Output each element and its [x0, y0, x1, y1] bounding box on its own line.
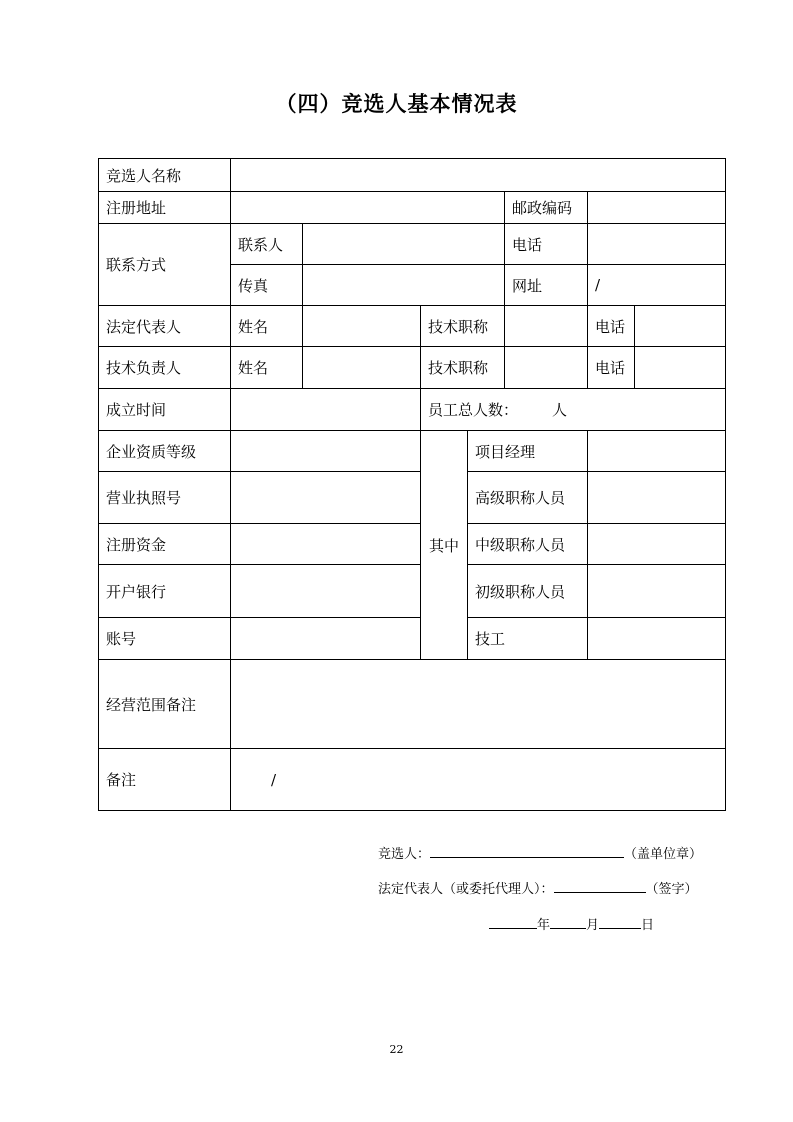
staff-total-label: 员工总人数： — [428, 401, 519, 419]
year-label: 年 — [537, 918, 551, 933]
bidder-name-label: 竞选人名称 — [99, 159, 231, 192]
pm-label: 项目经理 — [468, 431, 588, 472]
contact-person-value[interactable] — [303, 224, 505, 265]
qualification-value[interactable] — [231, 431, 421, 472]
among-label: 其中 — [421, 431, 468, 660]
address-label: 注册地址 — [99, 192, 231, 224]
table-row — [99, 524, 726, 565]
established-value[interactable] — [231, 389, 421, 431]
page-title: （四）竞选人基本情况表 — [275, 92, 518, 116]
remark-value[interactable]: / — [231, 749, 726, 811]
table-row — [99, 749, 726, 811]
phone-value[interactable] — [588, 224, 726, 265]
fax-label: 传真 — [231, 265, 303, 306]
legal-signature-label: 法定代表人（或委托代理人）： — [378, 882, 554, 897]
tech-lead-phone-value[interactable] — [635, 347, 726, 389]
established-label: 成立时间 — [99, 389, 231, 431]
account-value[interactable] — [231, 618, 421, 660]
table-row — [99, 660, 726, 749]
contact-person-label: 联系人 — [231, 224, 303, 265]
legal-rep-phone-label: 电话 — [588, 306, 635, 347]
contact-label: 联系方式 — [99, 224, 231, 306]
postcode-value[interactable] — [588, 192, 726, 224]
table-row — [99, 347, 726, 389]
website-label: 网址 — [505, 265, 588, 306]
capital-label: 注册资金 — [99, 524, 231, 565]
bank-label: 开户银行 — [99, 565, 231, 618]
bidder-signature-label: 竞选人： — [378, 847, 431, 862]
worker-value[interactable] — [588, 618, 726, 660]
table-row — [99, 431, 726, 472]
day-blank[interactable] — [599, 914, 641, 929]
legal-rep-phone-value[interactable] — [635, 306, 726, 347]
senior-value[interactable] — [588, 472, 726, 524]
page-number: 22 — [389, 1043, 404, 1056]
junior-label: 初级职称人员 — [468, 565, 588, 618]
table-row — [99, 565, 726, 618]
scope-label: 经营范围备注 — [99, 660, 231, 749]
fax-value[interactable] — [303, 265, 505, 306]
legal-rep-label: 法定代表人 — [99, 306, 231, 347]
tech-lead-name-value[interactable] — [303, 347, 421, 389]
day-label: 日 — [641, 918, 655, 933]
legal-rep-name-value[interactable] — [303, 306, 421, 347]
license-label: 营业执照号 — [99, 472, 231, 524]
bidder-info-table — [98, 158, 726, 811]
tech-lead-label: 技术负责人 — [99, 347, 231, 389]
legal-rep-name-label: 姓名 — [231, 306, 303, 347]
scope-value[interactable] — [231, 660, 726, 749]
month-blank[interactable] — [550, 914, 586, 929]
table-row — [99, 306, 726, 347]
legal-rep-title-value[interactable] — [505, 306, 588, 347]
legal-signature-line — [378, 878, 698, 897]
tech-lead-name-label: 姓名 — [231, 347, 303, 389]
mid-label: 中级职称人员 — [468, 524, 588, 565]
table-row — [99, 224, 726, 265]
tech-lead-phone-label: 电话 — [588, 347, 635, 389]
table-row — [99, 472, 726, 524]
tech-lead-title-value[interactable] — [505, 347, 588, 389]
phone-label: 电话 — [505, 224, 588, 265]
year-blank[interactable] — [489, 914, 537, 929]
bank-value[interactable] — [231, 565, 421, 618]
staff-total-unit: 人 — [552, 401, 568, 419]
bidder-signature-blank[interactable] — [430, 843, 624, 858]
senior-label: 高级职称人员 — [468, 472, 588, 524]
worker-label: 技工 — [468, 618, 588, 660]
bidder-seal-note: （盖单位章） — [624, 847, 703, 862]
table-row — [99, 618, 726, 660]
qualification-label: 企业资质等级 — [99, 431, 231, 472]
tech-lead-title-label: 技术职称 — [421, 347, 505, 389]
bidder-signature-line — [378, 843, 702, 862]
junior-value[interactable] — [588, 565, 726, 618]
capital-value[interactable] — [231, 524, 421, 565]
address-value[interactable] — [231, 192, 505, 224]
table-row — [99, 192, 726, 224]
remark-label: 备注 — [99, 749, 231, 811]
table-row — [99, 389, 726, 431]
legal-signature-blank[interactable] — [554, 878, 646, 893]
legal-rep-title-label: 技术职称 — [421, 306, 505, 347]
pm-value[interactable] — [588, 431, 726, 472]
legal-sign-note: （签字） — [645, 882, 698, 897]
mid-value[interactable] — [588, 524, 726, 565]
staff-total-cell[interactable] — [421, 389, 726, 431]
website-value[interactable]: / — [588, 265, 726, 306]
license-value[interactable] — [231, 472, 421, 524]
postcode-label: 邮政编码 — [505, 192, 588, 224]
account-label: 账号 — [99, 618, 231, 660]
bidder-name-value[interactable] — [231, 159, 726, 192]
table-row — [99, 159, 726, 192]
month-label: 月 — [586, 918, 600, 933]
date-line — [489, 914, 654, 933]
